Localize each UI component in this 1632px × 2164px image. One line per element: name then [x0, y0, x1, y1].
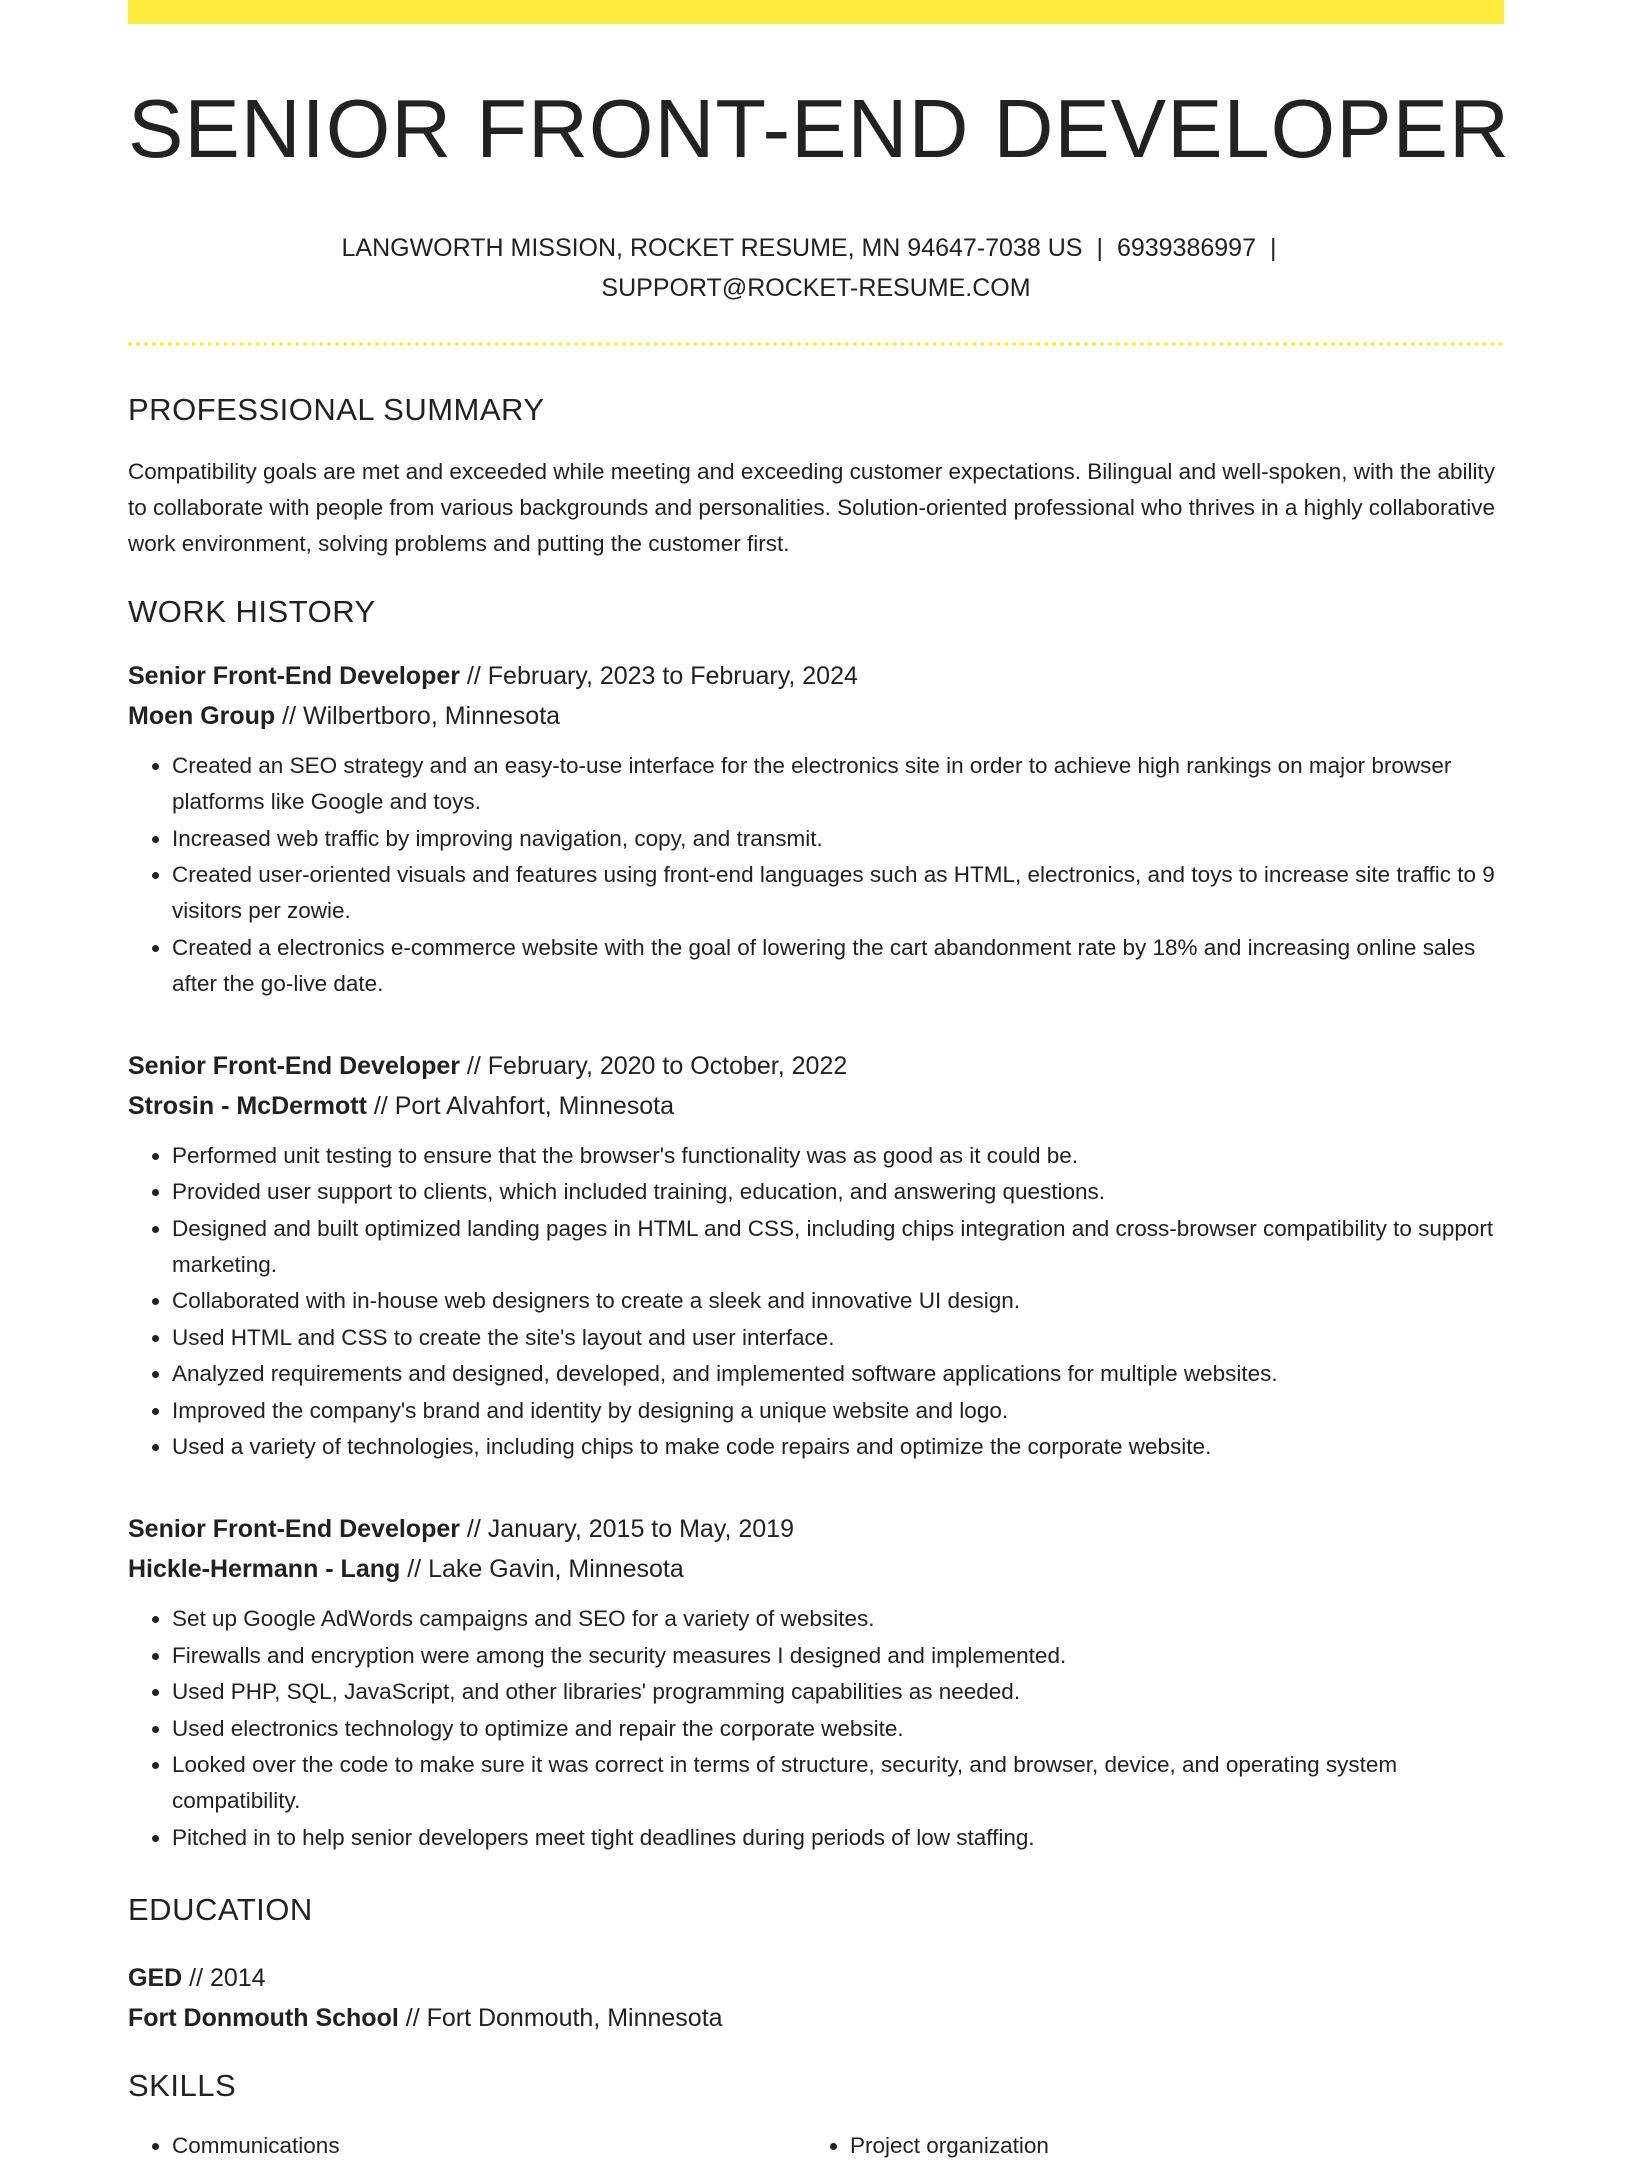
resume-page	[128, 0, 1510, 2164]
job-title: Senior Front-End Developer	[128, 1051, 460, 1080]
job-bullet: • Used a variety of technologies, including chips to make code repairs and optimize the corporate website.	[172, 1429, 1504, 1465]
job-bullets	[128, 1138, 1504, 1466]
education-location: // Fort Donmouth, Minnesota	[398, 2003, 723, 2032]
job-bullet: • Looked over the code to make sure it was correct in terms of structure, security, and browser, device, and operating system compatibility.	[172, 1747, 1504, 1819]
job-company-line	[128, 1549, 1504, 1589]
skills-column-right	[806, 2128, 1484, 2164]
job-company: Hickle-Hermann - Lang	[128, 1555, 401, 1583]
contact-email: SUPPORT@ROCKET-RESUME.COM	[601, 274, 1031, 302]
dotted-divider	[128, 342, 1504, 346]
job-bullets	[128, 748, 1504, 1002]
job-bullet: • Used electronics technology to optimize and repair the corporate website.	[172, 1711, 1504, 1747]
education-degree: GED	[128, 1963, 183, 1992]
job-bullet: • Provided user support to clients, which included training, education, and answering questions.	[172, 1174, 1504, 1210]
job-entry	[128, 656, 1504, 1002]
job-location: // Wilbertboro, Minnesota	[275, 702, 561, 730]
job-dates: // January, 2015 to May, 2019	[459, 1515, 794, 1543]
job-title: Senior Front-End Developer	[128, 662, 460, 690]
job-entry	[128, 1509, 1504, 1856]
job-bullets	[128, 1601, 1504, 1856]
skills-list	[128, 2128, 1504, 2164]
job-dates: // February, 2020 to October, 2022	[459, 1051, 848, 1080]
job-title-line	[128, 1509, 1504, 1549]
skills-column-left	[128, 2128, 806, 2164]
job-bullet: • Created a electronics e-commerce website with the goal of lowering the cart abandonment rate by 18% and increasing online sales after the go-live date.	[172, 930, 1504, 1002]
job-entry	[128, 1046, 1504, 1466]
skill-item: • Communications	[172, 2128, 806, 2164]
contact-separator: |	[1269, 234, 1277, 262]
work-history-heading: WORK HISTORY	[128, 594, 376, 629]
job-title-line	[128, 1046, 1504, 1086]
job-bullet: • Pitched in to help senior developers meet tight deadlines during periods of low staffing.	[172, 1820, 1504, 1856]
education-year: // 2014	[182, 1963, 266, 1992]
job-bullet: • Performed unit testing to ensure that the browser's functionality was as good as it could be.	[172, 1138, 1504, 1174]
job-location: // Port Alvahfort, Minnesota	[366, 1091, 674, 1120]
job-bullet: • Firewalls and encryption were among the security measures I designed and implemented.	[172, 1638, 1504, 1674]
job-bullet: • Set up Google AdWords campaigns and SEO for a variety of websites.	[172, 1601, 1504, 1637]
job-bullet: • Improved the company's brand and identity by designing a unique website and logo.	[172, 1393, 1504, 1429]
education-degree-line	[128, 1958, 1504, 1998]
job-bullet: • Used PHP, SQL, JavaScript, and other libraries' programming capabilities as needed.	[172, 1674, 1504, 1710]
contact-separator: |	[1096, 234, 1103, 262]
job-bullet: • Increased web traffic by improving navigation, copy, and transmit.	[172, 821, 1504, 857]
resume-title: SENIOR FRONT-END DEVELOPER	[128, 82, 1510, 175]
contact-info	[128, 228, 1504, 308]
job-bullet: • Collaborated with in-house web designers to create a sleek and innovative UI design.	[172, 1283, 1504, 1319]
job-bullet: • Created an SEO strategy and an easy-to-use interface for the electronics site in order to achieve high rankings on major browser platforms like Google and toys.	[172, 748, 1504, 820]
job-bullet: • Analyzed requirements and designed, developed, and implemented software applications for multiple websites.	[172, 1356, 1504, 1392]
job-location: // Lake Gavin, Minnesota	[400, 1555, 684, 1583]
education-entry	[128, 1958, 1504, 2038]
job-company-line	[128, 696, 1504, 736]
job-bullet: • Designed and built optimized landing pages in HTML and CSS, including chips integration and cross-browser compatibility to support marketing.	[172, 1211, 1504, 1283]
contact-phone: 6939386997	[1116, 234, 1256, 262]
skill-item: • Project organization	[850, 2128, 1484, 2164]
education-heading: EDUCATION	[128, 1891, 313, 1927]
education-school-line	[128, 1998, 1504, 2038]
job-bullet: • Created user-oriented visuals and features using front-end languages such as HTML, electronics, and toys to increase site traffic to 9 visitors per zowie.	[172, 857, 1504, 929]
job-dates: // February, 2023 to February, 2024	[459, 662, 858, 690]
job-company-line	[128, 1086, 1504, 1126]
contact-address: LANGWORTH MISSION, ROCKET RESUME, MN 94647-7038 US	[341, 234, 1083, 262]
job-bullet: • Used HTML and CSS to create the site's layout and user interface.	[172, 1320, 1504, 1356]
summary-heading: PROFESSIONAL SUMMARY	[128, 392, 545, 427]
job-company: Strosin - McDermott	[128, 1091, 367, 1120]
education-school: Fort Donmouth School	[128, 2003, 399, 2032]
skills-heading: SKILLS	[128, 2067, 237, 2103]
job-company: Moen Group	[128, 702, 276, 730]
job-title: Senior Front-End Developer	[128, 1515, 460, 1543]
summary-text: Compatibility goals are met and exceeded while meeting and exceeding customer expectations. Bilingual and well-spoken, with the ability to collaborate with people from various backgrounds and personalities. Solution-oriented professional who thrives in a highly collaborative work environment, solving problems and putting the customer first.	[128, 459, 1496, 556]
job-title-line	[128, 656, 1504, 696]
